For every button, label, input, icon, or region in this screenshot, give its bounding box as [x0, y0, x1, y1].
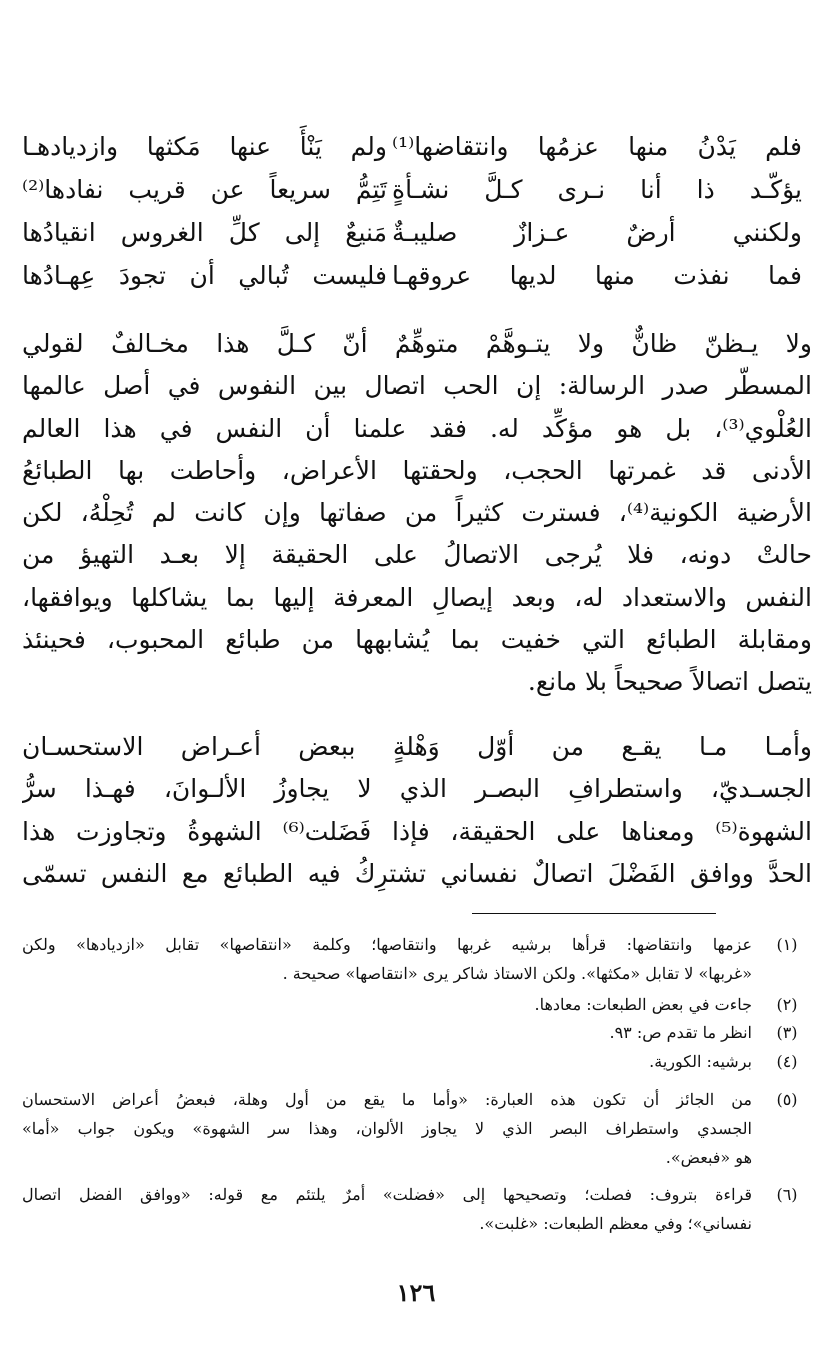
- text-line: الحدَّ ووافق الفَضْلَ اتصالٌ نفساني تشترِكُ فيه الطبائع مع النفس تسمّى: [22, 858, 812, 888]
- verse-second-hemistich: تَتِمُّ سريعاً عن قريب نفادها⁽²⁾: [22, 175, 387, 204]
- footnote-line: هو «فبعض».: [665, 1148, 752, 1167]
- text-line: النفس والاستعداد له، وبعد إيصالِ المعرفة إليها بما يشاكلها ويوافقها،: [22, 582, 812, 612]
- text-line: ومقابلة الطبائع التي خفيت بما يُشابهها من طبائع المحبوب، فحينئذ: [22, 625, 812, 655]
- footnote-number: (٥): [776, 1090, 798, 1109]
- verse-first-hemistich: يؤكّـد ذا أنا نـرى كـلَّ نشـأةٍ: [392, 175, 802, 204]
- page-number: ١٢٦: [396, 1278, 436, 1307]
- footnote-text: [22, 1180, 752, 1238]
- footnote-line: الجسدي واستطراف البصر الذي لا يجاوز الألوان، وهذا سر الشهوة» ويكون جواب «أما»: [22, 1119, 752, 1138]
- footnote-number: (٢): [776, 995, 798, 1014]
- text-line: العُلْوي⁽³⁾، بل هو مؤكِّد له. فقد علمنا أن النفس في هذا العالم: [22, 413, 812, 443]
- footnote-number: (١): [776, 935, 798, 954]
- verse-second-hemistich: فليست تُبالي أن تجودَ عِهـادُها: [22, 261, 387, 290]
- footnote-line: نفساني»؛ وفي معظم الطبعات: «غلبت».: [479, 1214, 752, 1233]
- text-line: وأمـا مـا يقـع من أوّل وَهْلةٍ ببعض أعـراض الاستحسـان: [22, 732, 812, 761]
- footnote-number: (٤): [776, 1052, 798, 1071]
- verse-second-hemistich: ولم يَنْأَ عنها مَكثها وازديادهـا: [22, 132, 387, 161]
- poem-verse: [22, 211, 812, 254]
- poem-verse: [22, 254, 812, 297]
- verse-first-hemistich: فما نفذت منها لديها عروقهـا: [392, 261, 802, 290]
- text-line: يتصل اتصالاً صحيحاً بلا مانع.: [527, 667, 812, 697]
- footnote-text: [22, 1018, 752, 1047]
- text-line: الأدنى قد غمرتها الحجب، ولحقتها الأعراض، وأحاطت بها الطبائعُ: [22, 455, 812, 485]
- paragraph-1: [22, 323, 812, 704]
- footnote-line: من الجائز أن تكون هذه العبارة: «وأما ما يقع من أول وهلة، فبعضُ أعراض الاستحسان: [22, 1090, 752, 1109]
- footnote-line: عزمها وانتقاضها: قرأها برشيه غربها وانتقاصها؛ وكلمة «انتقاصها» تقابل «ازديادها» ولكن: [22, 935, 752, 954]
- paragraph-2: [22, 726, 812, 895]
- text-line: الأرضية الكونية⁽⁴⁾، فسترت كثيراً من صفاتها وإن كانت لم تُحِلْهُ، لكن: [22, 498, 812, 528]
- footnote-line: برشيه: الكورية.: [649, 1052, 752, 1071]
- footnote-text: [22, 930, 752, 988]
- footnote-line: انظر ما تقدم ص: ٩٣.: [609, 1023, 752, 1042]
- text-line: حالتْ دونه، فلا يُرجى الاتصالُ على الحقيقة إلا بعـد التهيؤ من: [22, 540, 812, 570]
- poem: [22, 125, 812, 297]
- footnote-number: (٦): [776, 1185, 798, 1204]
- footnote-text: [22, 1047, 752, 1076]
- text-line: المسطّر صدر الرسالة: إن الحب اتصال بين النفوس في أصل عالمها: [22, 371, 812, 401]
- text-line: الجسـديّ، واستطرافِ البصـر الذي لا يجاوزُ الألـوانَ، فهـذا سرُّ: [22, 774, 812, 804]
- footnote-number: (٣): [776, 1023, 798, 1042]
- verse-second-hemistich: مَنيعٌ إلى كلِّ الغروس انقيادُها: [22, 218, 387, 247]
- footnote-text: [22, 1085, 752, 1172]
- text-line: ولا يـظنّ ظانٌّ ولا يتـوهَّمْ متوهِّمٌ أنّ كـلَّ هذا مخـالفٌ لقولي: [22, 329, 812, 358]
- footnote-line: قراءة بتروف: فصلت؛ وتصحيحها إلى «فضلت» أمرٌ يلتئم مع قوله: «ووافق الفضل اتصال: [22, 1185, 752, 1204]
- footnote-line: «غربها» لا تقابل «مكثها». ولكن الاستاذ شاكر يرى «انتقاصها» صحيحة .: [282, 964, 752, 983]
- footnote-text: [22, 990, 752, 1019]
- verse-first-hemistich: ولكنني أرضٌ عـزازٌ صليبـةٌ: [392, 218, 802, 247]
- verse-first-hemistich: فلم يَدْنُ منها عزمُها وانتقاضها⁽¹⁾: [392, 132, 802, 161]
- footnote-separator: [472, 913, 716, 914]
- text-line: الشهوة⁽⁵⁾ ومعناها على الحقيقة، فإذا فَضَلت⁽⁶⁾ الشهوةُ وتجاوزت هذا: [22, 816, 812, 846]
- footnote-line: جاءت في بعض الطبعات: معادها.: [534, 995, 752, 1014]
- poem-verse: [22, 125, 812, 168]
- poem-verse: [22, 168, 812, 211]
